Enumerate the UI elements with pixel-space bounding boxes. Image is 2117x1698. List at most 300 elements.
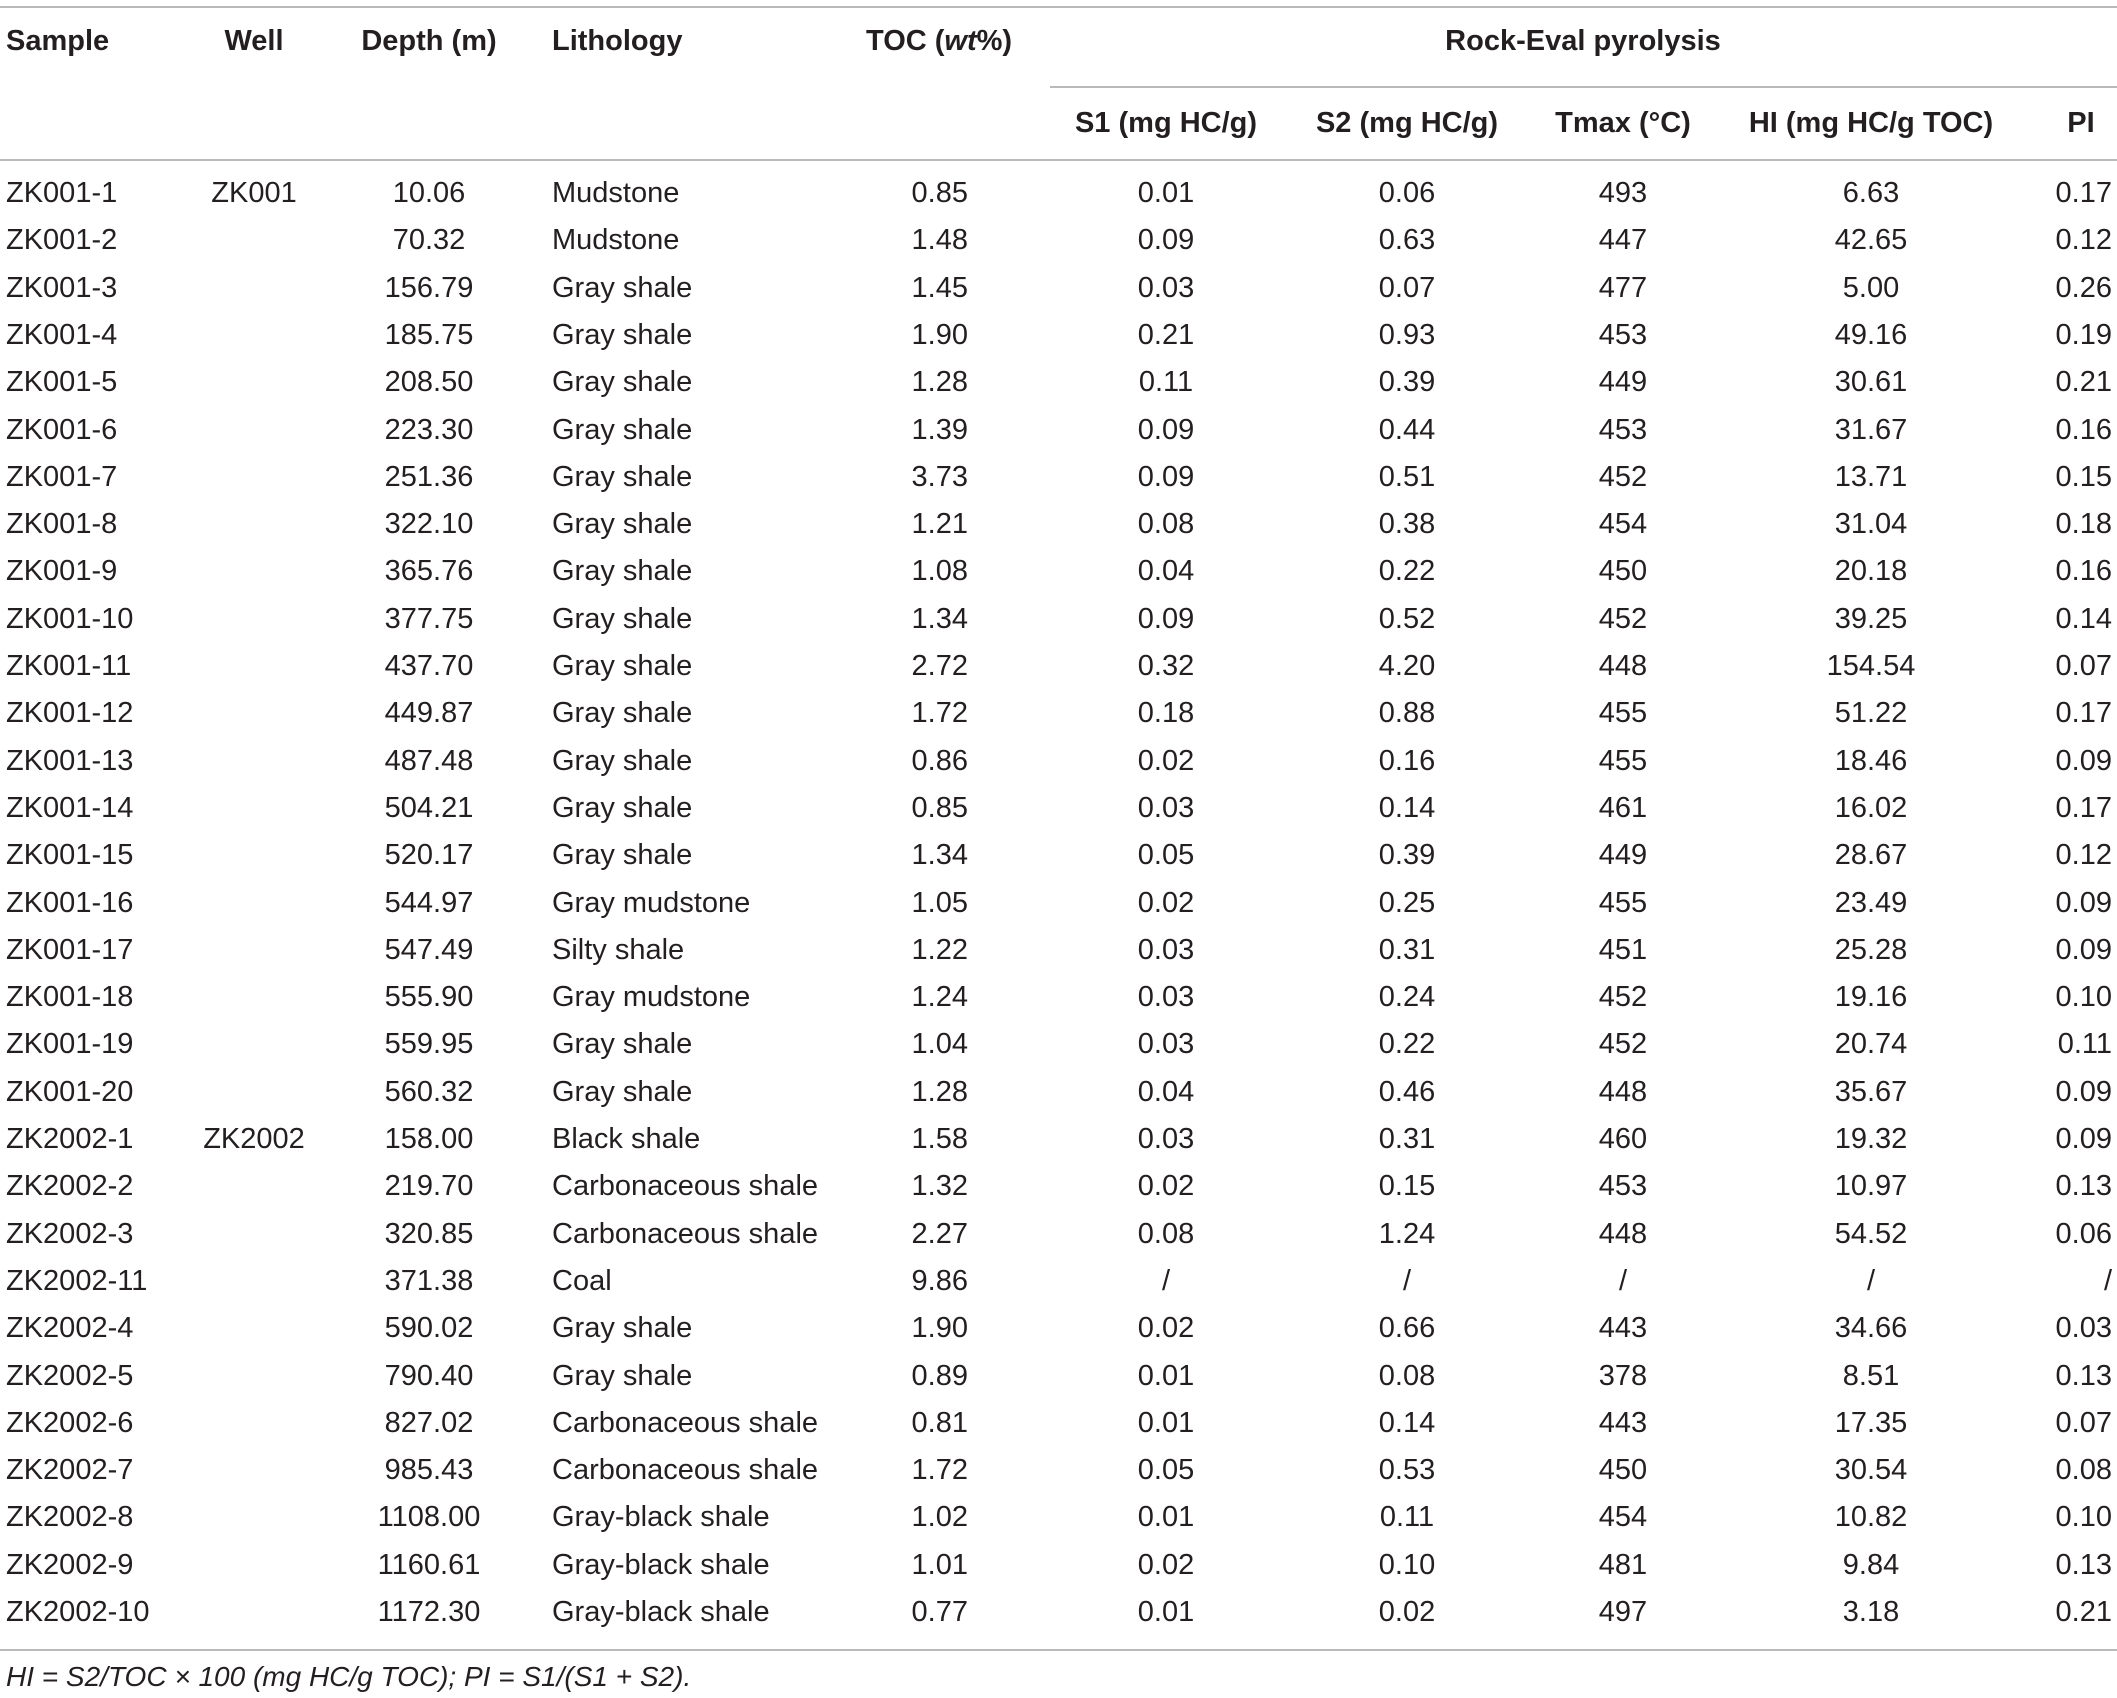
cell-depth: 437.70 (384, 650, 474, 682)
cell-hi: 23.49 (1834, 887, 1908, 919)
cell-tmax: 452 (1598, 981, 1648, 1013)
cell-s1: 0.32 (1137, 650, 1195, 682)
cell-pi: 0.10 (2055, 981, 2112, 1013)
cell-lithology: Black shale (552, 1123, 701, 1155)
cell-lithology: Carbonaceous shale (552, 1170, 819, 1202)
cell-s1: 0.09 (1137, 603, 1195, 635)
cell-depth: 70.32 (392, 224, 466, 256)
cell-toc: 1.08 (911, 555, 968, 587)
cell-s2: 0.46 (1378, 1076, 1436, 1108)
cell-tmax: 460 (1598, 1123, 1648, 1155)
cell-toc: 1.21 (911, 508, 968, 540)
cell-lithology: Gray shale (552, 366, 693, 398)
cell-sample: ZK001-3 (6, 272, 118, 304)
cell-hi: 19.16 (1834, 981, 1908, 1013)
cell-toc: 1.58 (911, 1123, 968, 1155)
cell-s1: 0.08 (1137, 508, 1195, 540)
cell-s1: 0.03 (1137, 792, 1195, 824)
cell-toc: 1.90 (911, 1312, 968, 1344)
cell-s1: 0.01 (1137, 1360, 1195, 1392)
cell-lithology: Mudstone (552, 177, 680, 209)
header-well: Well (224, 25, 284, 57)
header-hi: HI (mg HC/g TOC) (1748, 107, 1994, 139)
cell-lithology: Gray-black shale (552, 1596, 770, 1628)
cell-toc: 0.85 (911, 792, 968, 824)
cell-s2: 0.24 (1378, 981, 1436, 1013)
cell-depth: 156.79 (384, 272, 474, 304)
cell-s1: 0.02 (1137, 1312, 1195, 1344)
table-footnote: HI = S2/TOC × 100 (mg HC/g TOC); PI = S1/(S1 + S2). (6, 1661, 692, 1692)
cell-depth: 377.75 (384, 603, 474, 635)
cell-hi: 19.32 (1834, 1123, 1908, 1155)
cell-tmax: 453 (1598, 414, 1648, 446)
cell-pi: 0.08 (2055, 1454, 2112, 1486)
cell-pi: 0.16 (2055, 555, 2112, 587)
cell-tmax: 452 (1598, 1028, 1648, 1060)
cell-sample: ZK001-16 (6, 887, 134, 919)
cell-sample: ZK001-4 (6, 319, 118, 351)
cell-lithology: Gray shale (552, 555, 693, 587)
cell-depth: 10.06 (392, 177, 466, 209)
cell-s2: 0.39 (1378, 839, 1436, 871)
cell-lithology: Carbonaceous shale (552, 1218, 819, 1250)
cell-lithology: Gray shale (552, 272, 693, 304)
cell-tmax: 481 (1598, 1549, 1648, 1581)
cell-s2: 0.10 (1378, 1549, 1436, 1581)
cell-s2: 0.51 (1378, 461, 1436, 493)
cell-s1: 0.02 (1137, 1549, 1195, 1581)
cell-sample: ZK2002-8 (6, 1501, 134, 1533)
cell-pi: 0.11 (2057, 1028, 2112, 1060)
cell-s1: 0.04 (1137, 1076, 1195, 1108)
cell-lithology: Gray mudstone (552, 981, 751, 1013)
cell-pi: 0.17 (2055, 177, 2112, 209)
cell-hi: 10.97 (1834, 1170, 1908, 1202)
cell-toc: 1.39 (911, 414, 968, 446)
cell-toc: 3.73 (911, 461, 968, 493)
cell-lithology: Gray shale (552, 319, 693, 351)
cell-s1: 0.09 (1137, 461, 1195, 493)
cell-s2: 0.02 (1378, 1596, 1436, 1628)
cell-s2: 0.22 (1378, 555, 1436, 587)
cell-s2: 0.93 (1378, 319, 1436, 351)
cell-toc: 1.05 (911, 887, 968, 919)
cell-s2: 0.06 (1378, 177, 1436, 209)
cell-sample: ZK001-5 (6, 366, 118, 398)
cell-pi: 0.21 (2055, 366, 2112, 398)
header-sample: Sample (6, 25, 110, 57)
cell-lithology: Carbonaceous shale (552, 1454, 819, 1486)
cell-hi: 5.00 (1842, 272, 1900, 304)
cell-lithology: Gray shale (552, 414, 693, 446)
cell-hi: 9.84 (1842, 1549, 1900, 1581)
cell-pi: 0.07 (2055, 1407, 2112, 1439)
cell-hi: 30.54 (1834, 1454, 1908, 1486)
cell-sample: ZK001-9 (6, 555, 118, 587)
cell-lithology: Gray mudstone (552, 887, 751, 919)
cell-lithology: Coal (552, 1265, 612, 1297)
cell-toc: 9.86 (911, 1265, 968, 1297)
cell-pi: 0.17 (2055, 792, 2112, 824)
cell-tmax: 455 (1598, 745, 1648, 777)
cell-s1: 0.04 (1137, 555, 1195, 587)
cell-sample: ZK2002-7 (6, 1454, 134, 1486)
cell-depth: 449.87 (384, 697, 474, 729)
cell-pi: 0.12 (2055, 224, 2112, 256)
cell-toc: 1.28 (911, 1076, 968, 1108)
cell-sample: ZK2002-2 (6, 1170, 134, 1202)
cell-s2: 0.38 (1378, 508, 1436, 540)
header-depth: Depth (m) (361, 25, 497, 57)
header-lithology: Lithology (552, 25, 683, 57)
cell-tmax: 454 (1598, 508, 1648, 540)
cell-tmax: 452 (1598, 603, 1648, 635)
cell-toc: 1.34 (911, 839, 968, 871)
cell-sample: ZK001-13 (6, 745, 134, 777)
cell-lithology: Gray shale (552, 745, 693, 777)
cell-tmax: 497 (1598, 1596, 1648, 1628)
cell-toc: 1.02 (911, 1501, 968, 1533)
cell-toc: 1.22 (911, 934, 968, 966)
cell-depth: 1160.61 (377, 1549, 481, 1581)
cell-pi: 0.06 (2055, 1218, 2112, 1250)
cell-tmax: 455 (1598, 887, 1648, 919)
cell-tmax: 451 (1598, 934, 1648, 966)
cell-sample: ZK001-17 (6, 934, 134, 966)
cell-hi: 51.22 (1834, 697, 1908, 729)
cell-sample: ZK001-14 (6, 792, 134, 824)
cell-well: ZK2002 (203, 1123, 305, 1155)
cell-sample: ZK001-18 (6, 981, 134, 1013)
cell-tmax: 449 (1598, 366, 1648, 398)
cell-pi: 0.21 (2055, 1596, 2112, 1628)
cell-sample: ZK2002-1 (6, 1123, 134, 1155)
cell-tmax: 449 (1598, 839, 1648, 871)
cell-s2: 0.22 (1378, 1028, 1436, 1060)
cell-lithology: Gray shale (552, 650, 693, 682)
table-top-rule (0, 6, 2117, 8)
cell-tmax: 452 (1598, 461, 1648, 493)
cell-pi: 0.17 (2055, 697, 2112, 729)
cell-tmax: / (1618, 1265, 1628, 1297)
cell-pi: 0.19 (2055, 319, 2112, 351)
cell-s2: 0.11 (1379, 1501, 1435, 1533)
cell-lithology: Silty shale (552, 934, 685, 966)
cell-toc: 0.77 (911, 1596, 968, 1628)
cell-tmax: 448 (1598, 1076, 1648, 1108)
cell-depth: 487.48 (384, 745, 474, 777)
cell-s2: 0.31 (1378, 1123, 1436, 1155)
cell-s1: 0.01 (1137, 1501, 1195, 1533)
cell-toc: 1.24 (911, 981, 968, 1013)
cell-s1: 0.03 (1137, 934, 1195, 966)
cell-tmax: 455 (1598, 697, 1648, 729)
cell-pi: 0.07 (2055, 650, 2112, 682)
cell-tmax: 443 (1598, 1312, 1648, 1344)
cell-s2: 0.14 (1378, 1407, 1436, 1439)
cell-depth: 219.70 (384, 1170, 474, 1202)
cell-pi: 0.12 (2055, 839, 2112, 871)
cell-sample: ZK001-20 (6, 1076, 134, 1108)
cell-depth: 544.97 (384, 887, 474, 919)
cell-s2: 0.63 (1378, 224, 1436, 256)
cell-pi: 0.09 (2055, 745, 2112, 777)
cell-pi: 0.09 (2055, 887, 2112, 919)
cell-sample: ZK001-2 (6, 224, 118, 256)
cell-pi: 0.09 (2055, 1076, 2112, 1108)
cell-s1: 0.09 (1137, 224, 1195, 256)
cell-toc: 0.85 (911, 177, 968, 209)
cell-hi: 13.71 (1834, 461, 1908, 493)
cell-sample: ZK001-19 (6, 1028, 134, 1060)
cell-depth: 504.21 (384, 792, 474, 824)
cell-depth: 365.76 (384, 555, 474, 587)
cell-s1: 0.03 (1137, 981, 1195, 1013)
cell-s2: 0.07 (1378, 272, 1436, 304)
cell-depth: 223.30 (384, 414, 474, 446)
cell-depth: 208.50 (384, 366, 474, 398)
cell-s1: 0.21 (1137, 319, 1195, 351)
cell-depth: 790.40 (384, 1360, 474, 1392)
cell-pi: 0.14 (2055, 603, 2112, 635)
cell-sample: ZK2002-11 (6, 1265, 148, 1297)
cell-hi: 34.66 (1834, 1312, 1908, 1344)
cell-pi: 0.26 (2055, 272, 2112, 304)
cell-pi: 0.18 (2055, 508, 2112, 540)
cell-depth: 985.43 (384, 1454, 474, 1486)
cell-depth: 320.85 (384, 1218, 474, 1250)
cell-hi: 28.67 (1834, 839, 1908, 871)
cell-s1: 0.03 (1137, 1028, 1195, 1060)
cell-hi: 17.35 (1834, 1407, 1908, 1439)
cell-hi: 18.46 (1834, 745, 1908, 777)
cell-hi: 25.28 (1834, 934, 1908, 966)
cell-lithology: Gray shale (552, 792, 693, 824)
cell-toc: 1.72 (911, 1454, 968, 1486)
cell-pi: 0.15 (2055, 461, 2112, 493)
cell-hi: 42.65 (1834, 224, 1908, 256)
cell-s2: / (1402, 1265, 1412, 1297)
cell-hi: 10.82 (1834, 1501, 1908, 1533)
cell-depth: 555.90 (384, 981, 474, 1013)
cell-tmax: 450 (1598, 1454, 1648, 1486)
cell-s1: 0.02 (1137, 887, 1195, 919)
cell-depth: 547.49 (384, 934, 474, 966)
cell-toc: 2.72 (911, 650, 968, 682)
cell-depth: 590.02 (384, 1312, 474, 1344)
cell-lithology: Carbonaceous shale (552, 1407, 819, 1439)
cell-lithology: Gray shale (552, 1076, 693, 1108)
cell-depth: 371.38 (384, 1265, 474, 1297)
header-toc-prefix: TOC ( (866, 25, 945, 57)
cell-toc: 1.01 (911, 1549, 968, 1581)
cell-pi: 0.09 (2055, 1123, 2112, 1155)
cell-lithology: Gray shale (552, 508, 693, 540)
cell-toc: 1.72 (911, 697, 968, 729)
cell-sample: ZK001-8 (6, 508, 118, 540)
cell-lithology: Gray shale (552, 839, 693, 871)
cell-s2: 0.15 (1378, 1170, 1436, 1202)
header-toc-unit: wt (944, 25, 977, 57)
cell-s1: 0.02 (1137, 745, 1195, 777)
cell-hi: / (1866, 1265, 1876, 1297)
cell-lithology: Mudstone (552, 224, 680, 256)
cell-tmax: 453 (1598, 319, 1648, 351)
cell-pi: 0.16 (2055, 414, 2112, 446)
cell-s2: 0.16 (1378, 745, 1436, 777)
cell-tmax: 378 (1598, 1360, 1648, 1392)
cell-well: ZK001 (211, 177, 297, 209)
cell-sample: ZK2002-6 (6, 1407, 134, 1439)
cell-depth: 559.95 (384, 1028, 474, 1060)
cell-toc: 0.81 (911, 1407, 968, 1439)
cell-tmax: 448 (1598, 650, 1648, 682)
cell-hi: 8.51 (1842, 1360, 1900, 1392)
cell-sample: ZK2002-10 (6, 1596, 150, 1628)
cell-toc: 1.28 (911, 366, 968, 398)
cell-depth: 1108.00 (377, 1501, 481, 1533)
cell-lithology: Gray-black shale (552, 1501, 770, 1533)
cell-sample: ZK2002-3 (6, 1218, 134, 1250)
cell-hi: 6.63 (1842, 177, 1900, 209)
cell-lithology: Gray shale (552, 697, 693, 729)
cell-sample: ZK001-6 (6, 414, 118, 446)
cell-depth: 520.17 (384, 839, 474, 871)
header-s1: S1 (mg HC/g) (1074, 107, 1258, 139)
cell-hi: 20.74 (1834, 1028, 1908, 1060)
cell-s2: 0.44 (1378, 414, 1436, 446)
cell-hi: 3.18 (1842, 1596, 1900, 1628)
cell-s2: 0.53 (1378, 1454, 1436, 1486)
header-pi: PI (2067, 107, 2095, 139)
cell-hi: 39.25 (1834, 603, 1908, 635)
cell-s2: 0.25 (1378, 887, 1436, 919)
cell-hi: 30.61 (1834, 366, 1908, 398)
cell-s2: 0.14 (1378, 792, 1436, 824)
cell-hi: 31.67 (1834, 414, 1908, 446)
cell-pi: / (2103, 1265, 2112, 1297)
cell-toc: 2.27 (911, 1218, 968, 1250)
cell-depth: 251.36 (384, 461, 474, 493)
cell-toc: 1.45 (911, 272, 968, 304)
cell-toc: 1.04 (911, 1028, 968, 1060)
header-bottom-rule (0, 159, 2117, 161)
cell-tmax: 453 (1598, 1170, 1648, 1202)
cell-hi: 54.52 (1834, 1218, 1908, 1250)
cell-tmax: 477 (1598, 272, 1648, 304)
cell-lithology: Gray shale (552, 603, 693, 635)
cell-s2: 4.20 (1378, 650, 1436, 682)
cell-sample: ZK001-1 (6, 177, 118, 209)
cell-hi: 16.02 (1834, 792, 1908, 824)
cell-tmax: 454 (1598, 1501, 1648, 1533)
cell-s2: 0.88 (1378, 697, 1436, 729)
cell-s2: 1.24 (1378, 1218, 1436, 1250)
cell-sample: ZK001-11 (6, 650, 132, 682)
cell-s1: / (1161, 1265, 1171, 1297)
cell-pi: 0.09 (2055, 934, 2112, 966)
cell-s1: 0.03 (1137, 1123, 1195, 1155)
table-bottom-rule (0, 1649, 2117, 1651)
header-toc (866, 24, 1012, 58)
cell-lithology: Gray shale (552, 1360, 693, 1392)
cell-toc: 1.48 (911, 224, 968, 256)
cell-tmax: 493 (1598, 177, 1648, 209)
cell-sample: ZK001-15 (6, 839, 134, 871)
cell-toc: 1.90 (911, 319, 968, 351)
cell-s1: 0.05 (1137, 839, 1195, 871)
cell-hi: 154.54 (1826, 650, 1916, 682)
cell-lithology: Gray shale (552, 461, 693, 493)
cell-toc: 0.89 (911, 1360, 968, 1392)
cell-s2: 0.08 (1378, 1360, 1436, 1392)
cell-lithology: Gray shale (552, 1028, 693, 1060)
cell-s2: 0.31 (1378, 934, 1436, 966)
header-rock-eval-pyrolysis: Rock-Eval pyrolysis (1445, 25, 1721, 57)
cell-lithology: Gray shale (552, 1312, 693, 1344)
cell-depth: 560.32 (384, 1076, 474, 1108)
header-toc-suffix: %) (976, 25, 1013, 57)
cell-s1: 0.18 (1137, 697, 1195, 729)
cell-s1: 0.11 (1138, 366, 1194, 398)
cell-s2: 0.66 (1378, 1312, 1436, 1344)
cell-depth: 827.02 (384, 1407, 474, 1439)
cell-sample: ZK2002-4 (6, 1312, 134, 1344)
cell-s1: 0.01 (1137, 177, 1195, 209)
cell-pi: 0.13 (2055, 1360, 2112, 1392)
cell-hi: 20.18 (1834, 555, 1908, 587)
cell-hi: 35.67 (1834, 1076, 1908, 1108)
cell-tmax: 450 (1598, 555, 1648, 587)
cell-pi: 0.03 (2055, 1312, 2112, 1344)
cell-s2: 0.39 (1378, 366, 1436, 398)
cell-s1: 0.02 (1137, 1170, 1195, 1202)
header-tmax: Tmax (°C) (1555, 107, 1691, 139)
cell-s1: 0.05 (1137, 1454, 1195, 1486)
cell-depth: 185.75 (384, 319, 474, 351)
cell-toc: 1.34 (911, 603, 968, 635)
header-s2: S2 (mg HC/g) (1315, 107, 1499, 139)
rock-eval-span-rule (1050, 86, 2117, 88)
cell-sample: ZK2002-5 (6, 1360, 134, 1392)
cell-tmax: 443 (1598, 1407, 1648, 1439)
cell-s1: 0.03 (1137, 272, 1195, 304)
cell-tmax: 461 (1598, 792, 1648, 824)
cell-pi: 0.13 (2055, 1170, 2112, 1202)
cell-sample: ZK001-7 (6, 461, 118, 493)
cell-depth: 158.00 (384, 1123, 474, 1155)
cell-pi: 0.10 (2055, 1501, 2112, 1533)
cell-toc: 1.32 (911, 1170, 968, 1202)
cell-s1: 0.09 (1137, 414, 1195, 446)
cell-sample: ZK001-10 (6, 603, 134, 635)
cell-depth: 1172.30 (377, 1596, 481, 1628)
cell-tmax: 447 (1598, 224, 1648, 256)
cell-lithology: Gray-black shale (552, 1549, 770, 1581)
cell-toc: 0.86 (911, 745, 968, 777)
cell-s2: 0.52 (1378, 603, 1436, 635)
cell-s1: 0.01 (1137, 1407, 1195, 1439)
cell-sample: ZK2002-9 (6, 1549, 134, 1581)
cell-pi: 0.13 (2055, 1549, 2112, 1581)
cell-sample: ZK001-12 (6, 697, 134, 729)
cell-s1: 0.01 (1137, 1596, 1195, 1628)
cell-hi: 49.16 (1834, 319, 1908, 351)
cell-hi: 31.04 (1834, 508, 1908, 540)
cell-depth: 322.10 (384, 508, 474, 540)
cell-s1: 0.08 (1137, 1218, 1195, 1250)
cell-tmax: 448 (1598, 1218, 1648, 1250)
